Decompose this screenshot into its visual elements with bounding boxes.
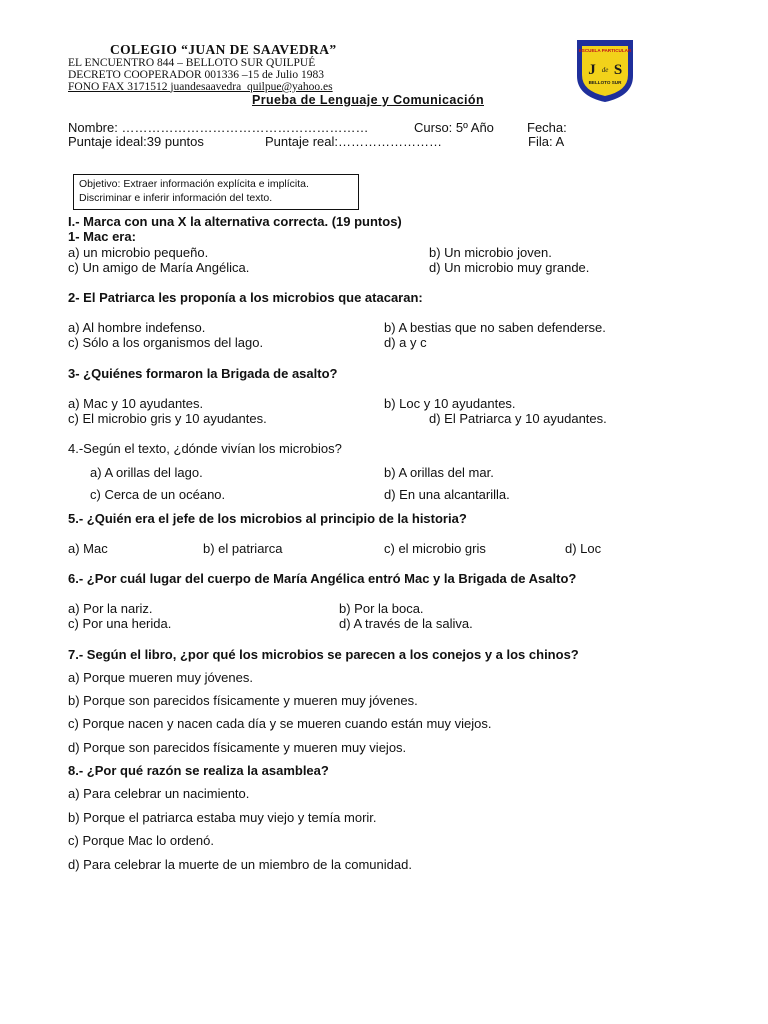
q6-option-a[interactable]: a) Por la nariz.: [68, 601, 153, 616]
email-link[interactable]: juandesaavedra_quilpue@yahoo.es: [170, 81, 333, 93]
q2-option-b[interactable]: b) A bestias que no saben defenderse.: [384, 320, 606, 335]
question-8: 8.- ¿Por qué razón se realiza la asamblea?: [68, 763, 329, 778]
q1-option-a[interactable]: a) un microbio pequeño.: [68, 245, 209, 260]
logo-letter-j: J: [588, 62, 596, 78]
field-puntaje-ideal: Puntaje ideal:39 puntos: [68, 134, 204, 149]
field-puntaje-real: Puntaje real:……………………: [265, 134, 442, 149]
logo-bottom-text: BELLOTO SUR: [588, 80, 622, 85]
q5-option-c[interactable]: c) el microbio gris: [384, 541, 486, 556]
q7-option-a[interactable]: a) Porque mueren muy jóvenes.: [68, 670, 253, 685]
q1-option-d[interactable]: d) Un microbio muy grande.: [429, 260, 590, 275]
q8-option-a[interactable]: a) Para celebrar un nacimiento.: [68, 786, 250, 801]
objective-box: [73, 174, 359, 210]
q2-option-c[interactable]: c) Sólo a los organismos del lago.: [68, 335, 264, 350]
q3-option-b[interactable]: b) Loc y 10 ayudantes.: [384, 396, 516, 411]
document-title: Prueba de Lenguaje y Comunicación: [252, 93, 484, 107]
q3-option-d[interactable]: d) El Patriarca y 10 ayudantes.: [429, 411, 607, 426]
q5-option-b[interactable]: b) el patriarca: [203, 541, 283, 556]
q4-option-a[interactable]: a) A orillas del lago.: [90, 465, 203, 480]
phone-fax: FONO FAX 3171512: [68, 81, 171, 93]
q5-option-a[interactable]: a) Mac: [68, 541, 108, 556]
field-nombre: Nombre: …………………………………………………: [68, 120, 369, 135]
q8-option-b[interactable]: b) Porque el patriarca estaba muy viejo y temía morir.: [68, 810, 377, 825]
question-6: 6.- ¿Por cuál lugar del cuerpo de María Angélica entró Mac y la Brigada de Asalto?: [68, 571, 577, 586]
question-5: 5.- ¿Quién era el jefe de los microbios al principio de la historia?: [68, 511, 467, 526]
q4-option-c[interactable]: c) Cerca de un océano.: [90, 487, 226, 502]
logo-letter-de: de: [601, 66, 609, 74]
q4-option-d[interactable]: d) En una alcantarilla.: [384, 487, 510, 502]
question-2: 2- El Patriarca les proponía a los microbios que atacaran:: [68, 290, 423, 305]
q7-option-b[interactable]: b) Porque son parecidos físicamente y mueren muy jóvenes.: [68, 693, 418, 708]
logo-letter-s: S: [613, 62, 623, 78]
field-curso: Curso: 5º Año: [414, 120, 494, 135]
logo-top-text: ESCUELA PARTICULAR: [578, 48, 632, 53]
question-7: 7.- Según el libro, ¿por qué los microbios se parecen a los conejos y a los chinos?: [68, 647, 579, 662]
school-decree: DECRETO COOPERADOR 001336 –15 de Julio 1983: [68, 69, 324, 81]
q8-option-c[interactable]: c) Porque Mac lo ordenó.: [68, 833, 214, 848]
q1-option-b[interactable]: b) Un microbio joven.: [429, 245, 552, 260]
field-fecha: Fecha:: [527, 120, 567, 135]
objective-line-2: Discriminar e inferir información del texto.: [79, 192, 273, 204]
school-logo: [575, 38, 635, 104]
q2-option-a[interactable]: a) Al hombre indefenso.: [68, 320, 206, 335]
q7-option-c[interactable]: c) Porque nacen y nacen cada día y se mueren cuando están muy viejos.: [68, 716, 492, 731]
q6-option-c[interactable]: c) Por una herida.: [68, 616, 172, 631]
q5-option-d[interactable]: d) Loc: [565, 541, 602, 556]
objective-line-1: Objetivo: Extraer información explícita e implícita.: [79, 178, 309, 190]
question-3: 3- ¿Quiénes formaron la Brigada de asalto?: [68, 366, 338, 381]
school-address: EL ENCUENTRO 844 – BELLOTO SUR QUILPUÉ: [68, 57, 316, 69]
section-1-heading: I.- Marca con una X la alternativa correcta. (19 puntos): [68, 214, 402, 229]
q3-option-c[interactable]: c) El microbio gris y 10 ayudantes.: [68, 411, 267, 426]
q3-option-a[interactable]: a) Mac y 10 ayudantes.: [68, 396, 204, 411]
q8-option-d[interactable]: d) Para celebrar la muerte de un miembro de la comunidad.: [68, 857, 412, 872]
school-name: COLEGIO “JUAN DE SAAVEDRA”: [110, 42, 337, 57]
question-4: 4.-Según el texto, ¿dónde vivían los microbios?: [68, 441, 342, 456]
q6-option-b[interactable]: b) Por la boca.: [339, 601, 424, 616]
field-fila: Fila: A: [528, 134, 565, 149]
q4-option-b[interactable]: b) A orillas del mar.: [384, 465, 494, 480]
q1-option-c[interactable]: c) Un amigo de María Angélica.: [68, 260, 250, 275]
question-1: 1- Mac era:: [68, 229, 136, 244]
q7-option-d[interactable]: d) Porque son parecidos físicamente y mueren muy viejos.: [68, 740, 407, 755]
school-contact: [68, 81, 333, 93]
q2-option-d[interactable]: d) a y c: [384, 335, 427, 350]
q6-option-d[interactable]: d) A través de la saliva.: [339, 616, 473, 631]
